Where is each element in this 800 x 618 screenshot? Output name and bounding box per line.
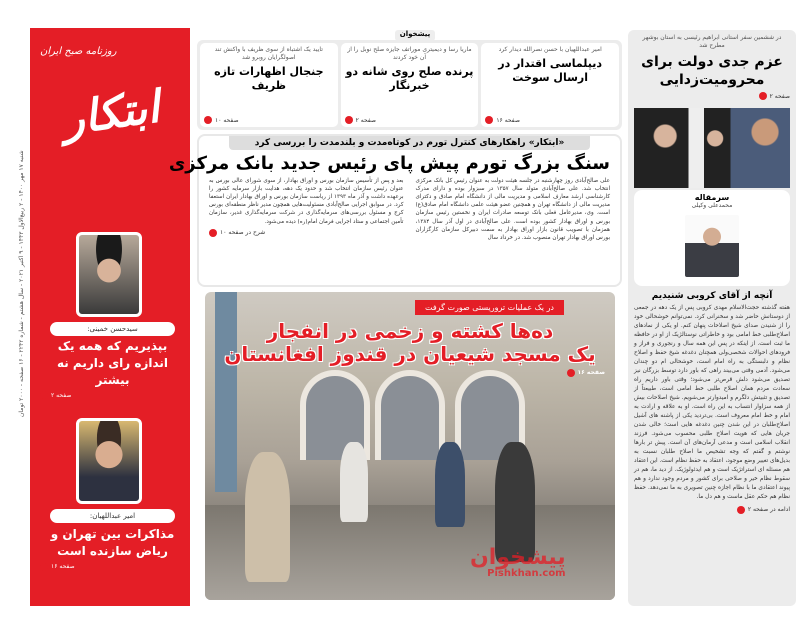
page-dot-icon: [345, 116, 353, 124]
person: [245, 452, 290, 582]
page-ref: [204, 116, 334, 124]
person: [435, 442, 465, 527]
masthead-tagline: روزنامه صبح ایران: [40, 46, 117, 57]
page-dot-icon: [40, 391, 48, 399]
page-label: صفحه ۲: [51, 391, 72, 399]
teaser-item[interactable]: [341, 43, 479, 127]
teaser-headline: دیپلماسی اقتدار در ارسال سوخت: [498, 57, 603, 85]
teaser-kicker: ماریا رسا و دیمیتری موراتف جایزه صلح نوبل را از آن خود کردند: [347, 46, 472, 62]
photo-headline-line: یک مسجد شیعیان در قندوز افغانستان: [224, 342, 596, 366]
page-label: صفحه ۱۶: [51, 563, 75, 571]
quote-caption: امیر عبداللهیان:: [50, 509, 175, 523]
raisi-visit-photo: [634, 108, 790, 188]
right-column: [628, 30, 796, 606]
lead-column: علی صالح‌آبادی روز چهارشنبه در جلسه هیئت دولت به عنوان رئیس کل بانک مرکزی انتخاب شد. علی صالح‌آبادی متولد سال ۱۳۵۷ در سبزوار بوده و دارای مدرک کارشناسی ارشد معارف اسلامی و مدیریت مالی از دانشگاه امام صادق و دکترای مدیریت مالی از دانشگاه تهران و همچنین عضو هیئت علمی دانشگاه امام صادق(ع) است. وی، مدیرعامل فعلی بانک توسعه صادرات ایران و نخستین رئیس سازمان بورس و اوراق بهادار کشور بوده است. علی صالح‌آبادی در اول آذر سال ۱۳۸۴، همزمان با تصویب قانون بازار اوراق بهادار به سمت دبیرکل سازمان کارگزاران بورس اوراق بهادار تهران منصوب شد. در خرداد سال: [415, 178, 610, 241]
teaser-item[interactable]: [200, 43, 338, 127]
teaser-kicker: امیر عبداللهیان با حسن نصرالله دیدار کرد: [498, 46, 602, 53]
page-label: صفحه ۲: [769, 92, 790, 100]
teaser-headline: پرنده صلح روی شانه دو خبرنگار: [345, 65, 474, 93]
quote-text: مذاکرات بین تهران و ریاض سازنده است: [50, 527, 175, 558]
right-kicker: در ششمین سفر استانی ابراهیم رئیسی به استان بوشهر مطرح شد: [642, 34, 782, 50]
masthead-title: ابتکار: [59, 81, 163, 146]
page-ref: [634, 92, 790, 100]
page-dot-icon: [209, 229, 217, 237]
author-photo: [683, 213, 741, 279]
quote-block: [40, 338, 185, 399]
editorial-box: [634, 190, 790, 286]
page-dot-icon: [737, 506, 745, 514]
watermark: [470, 545, 566, 579]
teaser-row: [197, 40, 622, 130]
page-dot-icon: [40, 563, 48, 571]
teaser-kicker: تایید یک اشتباه از سوی ظریف با واکنش تند اصولگرایان روبرو شد: [214, 46, 323, 62]
person: [340, 442, 368, 522]
mosque-arch: [375, 370, 445, 460]
lead-headline: سنگ بزرگ تورم پیش پای رئیس جدید بانک مرکزی: [168, 153, 610, 174]
page-label: صفحه ۱۶: [496, 116, 520, 124]
right-headline[interactable]: عزم جدی دولت برای محرومیت‌زدایی: [641, 53, 783, 88]
photo-headline: [211, 320, 609, 377]
editorial-title[interactable]: آنچه از آقای کروبی شنیدیم: [651, 291, 773, 302]
page-label: صفحه ۲: [355, 116, 377, 124]
photo-kicker: در یک عملیات تروریستی صورت گرفت: [415, 300, 564, 315]
continue-ref[interactable]: [634, 506, 790, 514]
page-label: ادامه در صفحه ۲: [747, 506, 790, 514]
page-ref[interactable]: [40, 563, 185, 571]
lead-kicker: «ابتکار» راهکارهای کنترل تورم در کوتاه‌مدت و بلندمدت را بررسی کرد: [229, 136, 590, 150]
page-label: صفحه ۱۰: [214, 116, 239, 124]
page-ref: [211, 369, 605, 377]
page-dot-icon: [485, 116, 493, 124]
quote-text: بپذیریم که همه یک اندازه رای داریم نه بیشتر: [56, 339, 169, 387]
page-dot-icon: [759, 92, 767, 100]
person: [495, 442, 535, 562]
photo-amir-abdollahian: [76, 418, 142, 504]
photo-headline-line: ده‌ها کشته و زخمی در انفجار: [266, 319, 554, 343]
masthead-logo: [36, 32, 186, 192]
lead-column: بعد و پس از تأسیس سازمان بورس و اوراق بهادار، از سوی شورای عالی بورس به عنوان رئیس سازمان انتخاب شد و حدود یک دهه، هدایت بازار سرمایه کشور را برعهده داشت و آذر ماه ۱۳۹۳ از ریاست سازمان بورس و اوراق بهادار ایران استعفا کرد. در سوابق اجرایی صالح‌آبادی مسئولیت‌هایی همچون مدیر ناظر منطقه‌ای بورس کرج و مسئول بررسی‌های سرمایه‌گذاری در شرکت سرمایه‌گذاری غدیر، سازمان تأمین اجتماعی و ستاد اجرایی فرمان امام(ره) دیده می‌شود.: [209, 178, 404, 225]
page-ref: [485, 116, 615, 124]
editorial-body: هفته گذشته حجت‌الاسلام مهدی کروبی پس از یک دهه در جمعی از دوستانش حاضر شد و سخنرانی کرد. نمی‌توانم خوشحالی خود را از شنیدن صدای شیخ اصلاحات پنهان کنم. او یکی از نمادهای اصلاح‌طلبی خط امامی بود و خاطراتی نوستالژیک از او در حافظه ما ثبت است. از اینکه در پس این همه سال و رنجوری و فراز و فرودهای احوالات شخصی‌ولی همچنان دغدغه شیخ حفظ و اصلاح نظام و دلبستگی به راه امام است، خوشحالی ام دو چندان می‌شود. آدمی وقتی می‌بیند راهی که باور دارد توسط بزرگان نیز تصدیق می‌شود دلش قرص‌تر می‌شود؛ وقتی باور داریم راه سعادت مردم همان اصلاح طلبی خط امامی است، طبیعتاً از تصدیق و تثبیتش دلگرم و امیدوارتر می‌شویم. شیخ اصلاحات بیش از همه سزاوار انتساب به این راه است. او به علاقه و ارادت به امام و خط امام معروف است. بی‌تردید یکی از پاشنه های آشیل اصلاح‌طلبان در این شدن چنین دغدغه هایی است؛ خالی شدن جریان هایی که هویت اصلاح طلبی محسوب می‌شود. فرزند انقلاب اسلامی است و مدعی آرمان‌های آن است. پیش تر بارها نوشتم و گفتم که وجه تشخیص ما اصلاح طلبان نسبت به بدیل‌های تغییر وضع موجود، اعتقاد به حفظ نظام است. این اعتقاد هم مسئله ای استراتژیک است و هم ایدئولوژیک. از دید ما، هم در سقوط نظام خیر و صلاحی برای کشور و مردم وجود ندارد و هم پیوند اعتقادی ما با نظام اجازه چنین تصویری به ما نمی‌دهد. حفظ نظام هم حکم عقل ماست و هم دل ما.: [634, 305, 790, 500]
watermark-fa: پیشخوان: [470, 545, 566, 570]
teaser-item[interactable]: [481, 43, 619, 127]
page-label: شرح در صفحه ۱۰: [220, 228, 266, 236]
editorial-author: محمدعلی وکیلی: [691, 202, 733, 210]
page-ref[interactable]: [40, 391, 185, 399]
page-label: صفحه ۱۶: [577, 368, 605, 376]
editorial-label: سرمقاله: [694, 193, 730, 203]
page-ref: [345, 116, 475, 124]
watermark-en: Pishkhan.com: [487, 568, 566, 579]
page-dot-icon: [204, 116, 212, 124]
lead-story[interactable]: [168, 134, 622, 287]
issue-date-strip: شنبه ۱۷ مهر ۱۴۰۰ - ۲ ربیع‌الاول ۱۴۴۳ - ۹ اکتبر ۲۰۲۱ - سال هشتم - شماره ۲۲۴۲ - ۱۶ صفحه - ۲۰۰۰ تومان: [18, 150, 25, 417]
quote-caption: سیدحسن خمینی:: [50, 322, 175, 336]
page-ref: [209, 229, 404, 238]
page-dot-icon: [567, 369, 575, 377]
teaser-headline: جنجال اظهارات تازه ظریف: [214, 65, 324, 93]
quote-block: [40, 526, 185, 571]
pishkhan-label: پیشخوان: [395, 30, 435, 41]
photo-hassan-khomeini: [76, 232, 142, 317]
